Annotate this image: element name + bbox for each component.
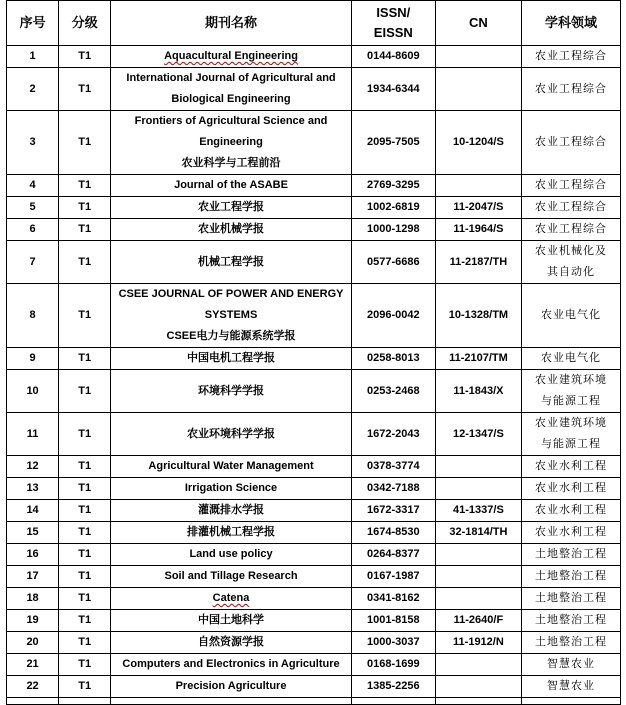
cell-line: 机械工程学报: [198, 255, 265, 268]
cell-line: 自然资源学报: [198, 636, 265, 648]
cell-no: 11: [7, 413, 59, 456]
cell-empty: [59, 698, 111, 705]
cell-field: [522, 197, 621, 219]
cell-level: T1: [59, 478, 111, 500]
cell-line: 其自动化: [547, 266, 595, 278]
cell-line: Computers and Electronics in Agriculture: [122, 658, 340, 670]
cell-field: [522, 544, 621, 566]
cell-journal-name: [111, 588, 351, 610]
cell-line: Frontiers of Agricultural Science and Engineering: [134, 115, 328, 148]
cell-level: T1: [59, 370, 111, 413]
cell-line: Biological Engineering: [171, 93, 291, 105]
cell-no: 8: [7, 284, 59, 348]
cell-line: Catena: [212, 592, 250, 604]
cell-field: [522, 175, 621, 197]
cell-journal-name: [111, 676, 351, 698]
cell-line: 农业建筑环境: [535, 417, 607, 429]
cell-level: T1: [59, 219, 111, 241]
cell-issn: 0253-2468: [351, 370, 435, 413]
cell-line: CSEE JOURNAL OF POWER AND ENERGY SYSTEMS: [118, 288, 344, 321]
cell-journal-name: [111, 478, 351, 500]
cell-cn: 10-1204/S: [435, 111, 521, 175]
cell-level: T1: [59, 588, 111, 610]
cell-level: T1: [59, 610, 111, 632]
cell-journal-name: [111, 413, 351, 456]
cell-cn: [435, 544, 521, 566]
cell-level: T1: [59, 111, 111, 175]
cell-no: 10: [7, 370, 59, 413]
cell-level: T1: [59, 413, 111, 456]
header-name: 期刊名称: [111, 1, 351, 46]
cell-field: [522, 632, 621, 654]
cell-field: [522, 241, 621, 284]
cell-line: 中国土地科学: [198, 614, 265, 626]
cell-line: 环境科学学报: [198, 384, 265, 397]
cell-journal-name: [111, 654, 351, 676]
cell-no: 16: [7, 544, 59, 566]
cell-line: Journal of the ASABE: [174, 179, 288, 191]
cell-field: [522, 46, 621, 68]
cell-line: International Journal of Agricultural and: [126, 72, 336, 84]
cell-field: [522, 219, 621, 241]
cell-line: 土地整治工程: [535, 614, 607, 626]
cell-cn: [435, 68, 521, 111]
cell-journal-name: [111, 46, 351, 68]
cell-field: [522, 610, 621, 632]
cell-issn: 0378-3774: [351, 456, 435, 478]
cell-issn: 1000-1298: [351, 219, 435, 241]
cell-level: T1: [59, 175, 111, 197]
header-field: 学科领域: [522, 1, 621, 46]
cell-cn: [435, 676, 521, 698]
cell-journal-name: [111, 284, 351, 348]
cell-issn: 1001-8158: [351, 610, 435, 632]
table-row: [7, 456, 621, 478]
table-row: [7, 413, 621, 456]
cell-cn: 11-1912/N: [435, 632, 521, 654]
cell-line: 与能源工程: [541, 395, 601, 407]
cell-cn: [435, 566, 521, 588]
table-body: [7, 46, 621, 705]
cell-line: 土地整治工程: [535, 636, 607, 648]
cell-journal-name: [111, 348, 351, 370]
cell-line: 农业机械化及: [535, 245, 607, 257]
cell-line: 农业水利工程: [535, 526, 607, 538]
cell-line: 农业工程综合: [535, 223, 607, 235]
cell-line: Soil and Tillage Research: [164, 570, 298, 582]
cell-no: 14: [7, 500, 59, 522]
cell-line: 农业科学与工程前沿: [181, 157, 281, 169]
cell-journal-name: [111, 522, 351, 544]
journal-table: [6, 0, 621, 705]
cell-line: 农业工程综合: [535, 201, 607, 213]
cell-journal-name: [111, 456, 351, 478]
cell-level: T1: [59, 544, 111, 566]
cell-issn: 1674-8530: [351, 522, 435, 544]
table-row: [7, 46, 621, 68]
cell-journal-name: [111, 175, 351, 197]
cell-empty: [351, 698, 435, 705]
cell-line: 农业水利工程: [535, 504, 607, 516]
cell-journal-name: [111, 68, 351, 111]
cell-level: T1: [59, 197, 111, 219]
cell-cn: 10-1328/TM: [435, 284, 521, 348]
cell-issn: 1002-6819: [351, 197, 435, 219]
table-row: [7, 522, 621, 544]
cell-line: 农业工程综合: [535, 50, 607, 62]
cell-issn: 1672-3317: [351, 500, 435, 522]
cell-cn: [435, 478, 521, 500]
cell-line: 农业建筑环境: [535, 374, 607, 386]
cell-line: Irrigation Science: [184, 482, 278, 494]
cell-field: [522, 588, 621, 610]
cell-journal-name: [111, 111, 351, 175]
table-row: [7, 676, 621, 698]
cell-issn: 0168-1699: [351, 654, 435, 676]
cell-line: 农业电气化: [541, 309, 601, 321]
cell-cn: 11-2640/F: [435, 610, 521, 632]
cell-level: T1: [59, 284, 111, 348]
cell-empty: [435, 698, 521, 705]
table-row: [7, 654, 621, 676]
cell-line: 智慧农业: [547, 658, 595, 670]
cell-journal-name: [111, 500, 351, 522]
header-issn: [351, 1, 435, 46]
table-row-partial: [7, 698, 621, 705]
cell-issn: 1672-2043: [351, 413, 435, 456]
cell-line: 排灌机械工程学报: [187, 526, 276, 538]
cell-journal-name: [111, 544, 351, 566]
cell-no: 22: [7, 676, 59, 698]
table-row: [7, 632, 621, 654]
header-row: [7, 1, 621, 46]
cell-cn: 41-1337/S: [435, 500, 521, 522]
cell-field: [522, 566, 621, 588]
cell-line: 农业机械学报: [198, 223, 265, 235]
cell-field: [522, 284, 621, 348]
cell-level: T1: [59, 241, 111, 284]
cell-field: [522, 413, 621, 456]
cell-field: [522, 370, 621, 413]
cell-issn: 2769-3295: [351, 175, 435, 197]
cell-level: T1: [59, 522, 111, 544]
cell-line: 农业工程综合: [535, 179, 607, 191]
header-issn-line2: EISSN: [373, 25, 413, 40]
cell-no: 20: [7, 632, 59, 654]
cell-cn: [435, 654, 521, 676]
cell-journal-name: [111, 566, 351, 588]
header-issn-line1: ISSN/: [376, 5, 411, 20]
cell-line: 农业水利工程: [535, 482, 607, 494]
cell-cn: 11-1964/S: [435, 219, 521, 241]
cell-issn: 0144-8609: [351, 46, 435, 68]
table-row: [7, 566, 621, 588]
cell-journal-name: [111, 197, 351, 219]
cell-cn: [435, 46, 521, 68]
cell-line: 智慧农业: [547, 680, 595, 692]
cell-cn: [435, 175, 521, 197]
cell-no: 6: [7, 219, 59, 241]
cell-issn: 1000-3037: [351, 632, 435, 654]
cell-issn: 0264-8377: [351, 544, 435, 566]
header-level: 分级: [59, 1, 111, 46]
table-row: [7, 478, 621, 500]
cell-no: 21: [7, 654, 59, 676]
table-row: [7, 111, 621, 175]
cell-journal-name: [111, 219, 351, 241]
cell-field: [522, 522, 621, 544]
cell-no: 13: [7, 478, 59, 500]
table-row: [7, 610, 621, 632]
cell-line: 灌溉排水学报: [198, 504, 265, 516]
cell-cn: 11-2187/TH: [435, 241, 521, 284]
cell-journal-name: [111, 241, 351, 284]
cell-empty: [111, 698, 351, 705]
cell-no: 7: [7, 241, 59, 284]
cell-line: 土地整治工程: [535, 548, 607, 560]
cell-no: 5: [7, 197, 59, 219]
cell-empty: [7, 698, 59, 705]
cell-line: 与能源工程: [541, 438, 601, 450]
table-row: [7, 284, 621, 348]
table-row: [7, 500, 621, 522]
cell-no: 1: [7, 46, 59, 68]
cell-cn: 32-1814/TH: [435, 522, 521, 544]
cell-level: T1: [59, 68, 111, 111]
cell-no: 17: [7, 566, 59, 588]
cell-issn: 1385-2256: [351, 676, 435, 698]
cell-level: T1: [59, 348, 111, 370]
table-row: [7, 370, 621, 413]
cell-cn: 11-2107/TM: [435, 348, 521, 370]
cell-line: 农业水利工程: [535, 460, 607, 472]
cell-issn: 0577-6686: [351, 241, 435, 284]
table-row: [7, 197, 621, 219]
table-row: [7, 544, 621, 566]
table-row: [7, 241, 621, 284]
cell-cn: [435, 456, 521, 478]
cell-journal-name: [111, 610, 351, 632]
cell-no: 18: [7, 588, 59, 610]
cell-no: 9: [7, 348, 59, 370]
cell-line: 农业电气化: [541, 352, 601, 364]
cell-field: [522, 500, 621, 522]
cell-level: T1: [59, 632, 111, 654]
table-row: [7, 588, 621, 610]
cell-cn: [435, 588, 521, 610]
cell-issn: 0342-7188: [351, 478, 435, 500]
cell-no: 3: [7, 111, 59, 175]
cell-level: T1: [59, 500, 111, 522]
cell-field: [522, 478, 621, 500]
cell-line: Aquacultural Engineering: [164, 50, 298, 62]
cell-no: 15: [7, 522, 59, 544]
table-header: [7, 1, 621, 46]
header-no: 序号: [7, 1, 59, 46]
cell-issn: 0258-8013: [351, 348, 435, 370]
cell-field: [522, 348, 621, 370]
table-row: [7, 219, 621, 241]
cell-field: [522, 111, 621, 175]
cell-line: Agricultural Water Management: [148, 460, 314, 472]
cell-cn: 11-1843/X: [435, 370, 521, 413]
table-row: [7, 175, 621, 197]
cell-line: 农业工程综合: [535, 82, 607, 95]
cell-line: 农业环境科学学报: [187, 427, 276, 440]
table-row: [7, 348, 621, 370]
header-cn: CN: [435, 1, 521, 46]
cell-issn: 2095-7505: [351, 111, 435, 175]
cell-level: T1: [59, 566, 111, 588]
cell-field: [522, 456, 621, 478]
cell-no: 19: [7, 610, 59, 632]
cell-line: 农业工程综合: [535, 136, 607, 148]
cell-issn: 1934-6344: [351, 68, 435, 111]
cell-line: 土地整治工程: [535, 592, 607, 604]
cell-issn: 0341-8162: [351, 588, 435, 610]
cell-line: Land use policy: [189, 548, 273, 560]
table-row: [7, 68, 621, 111]
cell-line: CSEE电力与能源系统学报: [166, 330, 296, 342]
cell-issn: 0167-1987: [351, 566, 435, 588]
cell-cn: 12-1347/S: [435, 413, 521, 456]
cell-journal-name: [111, 370, 351, 413]
cell-field: [522, 654, 621, 676]
cell-field: [522, 676, 621, 698]
cell-level: T1: [59, 654, 111, 676]
cell-cn: 11-2047/S: [435, 197, 521, 219]
cell-level: T1: [59, 46, 111, 68]
cell-no: 2: [7, 68, 59, 111]
cell-no: 12: [7, 456, 59, 478]
cell-no: 4: [7, 175, 59, 197]
cell-level: T1: [59, 676, 111, 698]
cell-journal-name: [111, 632, 351, 654]
cell-line: 中国电机工程学报: [187, 352, 276, 364]
cell-field: [522, 68, 621, 111]
cell-level: T1: [59, 456, 111, 478]
cell-line: 土地整治工程: [535, 570, 607, 582]
cell-issn: 2096-0042: [351, 284, 435, 348]
cell-line: 农业工程学报: [198, 201, 265, 213]
cell-line: Precision Agriculture: [175, 680, 287, 692]
cell-empty: [522, 698, 621, 705]
